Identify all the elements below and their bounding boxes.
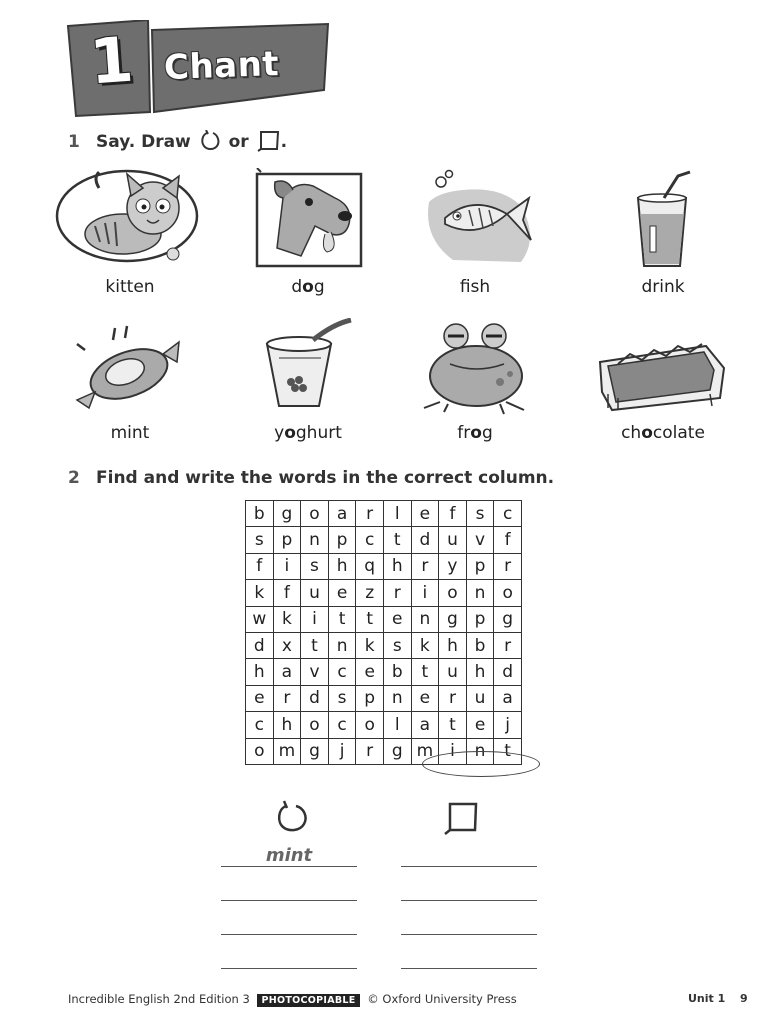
grid-row (246, 632, 522, 658)
grid-cell[interactable]: q (356, 553, 384, 579)
exercise-1-heading (68, 130, 287, 152)
square-symbol-icon (257, 130, 281, 152)
grid-cell[interactable]: n (328, 632, 356, 658)
grid-cell[interactable]: g (494, 606, 522, 632)
circle-column-icon (272, 800, 312, 836)
exercise-1-number: 1 (68, 132, 80, 152)
word-yoghurt: yoghurt (274, 423, 342, 443)
grid-cell[interactable]: h (328, 553, 356, 579)
grid-cell[interactable]: a (328, 501, 356, 527)
grid-cell[interactable]: u (301, 580, 329, 606)
kitten-picture (55, 168, 205, 268)
footer-unit: Unit 1 (688, 992, 726, 1005)
grid-cell[interactable]: o (246, 738, 274, 764)
photocopiable-badge: PHOTOCOPIABLE (257, 994, 359, 1007)
circle-answer-line-1[interactable] (221, 866, 357, 867)
grid-cell[interactable]: h (439, 632, 467, 658)
exercise-1-instruction-or: or (228, 132, 249, 152)
grid-cell[interactable]: a (273, 659, 301, 685)
grid-cell[interactable]: i (439, 738, 467, 764)
grid-cell[interactable]: e (356, 659, 384, 685)
grid-cell[interactable]: o (301, 712, 329, 738)
dog-picture (235, 168, 385, 268)
grid-cell[interactable]: u (439, 527, 467, 553)
grid-cell[interactable]: c (328, 712, 356, 738)
word-fish: fish (459, 277, 491, 297)
grid-cell[interactable]: t (411, 659, 439, 685)
grid-cell[interactable]: o (494, 580, 522, 606)
word-search-grid (245, 500, 522, 765)
grid-cell[interactable]: e (466, 712, 494, 738)
grid-cell[interactable]: f (273, 580, 301, 606)
grid-cell[interactable]: d (494, 659, 522, 685)
grid-cell[interactable]: o (356, 712, 384, 738)
grid-cell[interactable]: l (383, 501, 411, 527)
grid-cell[interactable]: n (383, 685, 411, 711)
grid-cell[interactable]: i (411, 580, 439, 606)
footer-book-title: Incredible English 2nd Edition 3 (68, 992, 250, 1006)
grid-cell[interactable]: k (356, 632, 384, 658)
grid-cell[interactable]: x (273, 632, 301, 658)
fish-picture (403, 168, 553, 268)
grid-cell[interactable]: f (494, 527, 522, 553)
grid-cell[interactable]: n (411, 606, 439, 632)
grid-row (246, 659, 522, 685)
grid-cell[interactable]: g (439, 606, 467, 632)
grid-cell[interactable]: t (494, 738, 522, 764)
grid-cell[interactable]: r (439, 685, 467, 711)
grid-cell[interactable]: c (356, 527, 384, 553)
grid-cell[interactable]: d (246, 632, 274, 658)
grid-cell[interactable]: r (494, 632, 522, 658)
grid-cell[interactable]: s (328, 685, 356, 711)
grid-row (246, 712, 522, 738)
grid-cell[interactable]: s (301, 553, 329, 579)
grid-cell[interactable]: r (273, 685, 301, 711)
grid-cell[interactable]: c (328, 659, 356, 685)
grid-cell[interactable]: r (383, 580, 411, 606)
word-drink: drink (641, 277, 685, 297)
word-mint: mint (110, 423, 150, 443)
grid-cell[interactable]: r (411, 553, 439, 579)
grid-cell[interactable]: h (466, 659, 494, 685)
exercise-2-number: 2 (68, 468, 80, 488)
exercise-2-instruction: Find and write the words in the correct column. (96, 468, 555, 488)
chocolate-picture (588, 318, 738, 418)
grid-cell[interactable]: s (246, 527, 274, 553)
grid-cell[interactable]: t (439, 712, 467, 738)
circle-symbol-icon (199, 130, 221, 152)
grid-cell[interactable]: p (356, 685, 384, 711)
grid-cell[interactable]: s (466, 501, 494, 527)
grid-cell[interactable]: i (301, 606, 329, 632)
word-dog: dog (291, 277, 325, 297)
unit-number: 1 (87, 22, 136, 99)
grid-cell[interactable]: t (356, 606, 384, 632)
unit-title: Chant (163, 44, 280, 88)
grid-cell[interactable]: o (439, 580, 467, 606)
grid-cell[interactable]: e (411, 685, 439, 711)
grid-row (246, 527, 522, 553)
grid-cell[interactable]: f (439, 501, 467, 527)
word-kitten: kitten (105, 277, 155, 297)
grid-cell[interactable]: p (466, 553, 494, 579)
exercise-2-heading (68, 468, 554, 488)
grid-cell[interactable]: a (494, 685, 522, 711)
square-column-icon (442, 800, 482, 836)
mint-picture (55, 318, 205, 418)
grid-cell[interactable]: r (356, 738, 384, 764)
footer-publisher: © Oxford University Press (367, 992, 517, 1006)
grid-cell[interactable]: t (328, 606, 356, 632)
grid-cell[interactable]: j (494, 712, 522, 738)
grid-cell[interactable]: h (246, 659, 274, 685)
grid-row (246, 738, 522, 764)
grid-cell[interactable]: m (273, 738, 301, 764)
square-answer-line-4[interactable] (401, 968, 537, 969)
grid-cell[interactable]: k (273, 606, 301, 632)
grid-cell[interactable]: f (246, 553, 274, 579)
frog-picture (400, 318, 550, 418)
grid-cell[interactable]: n (301, 527, 329, 553)
grid-cell[interactable]: y (439, 553, 467, 579)
example-answer-mint: mint (265, 845, 313, 866)
grid-cell[interactable]: s (383, 632, 411, 658)
grid-row (246, 501, 522, 527)
grid-cell[interactable]: r (494, 553, 522, 579)
drink-picture (588, 168, 738, 268)
grid-cell[interactable]: v (301, 659, 329, 685)
grid-cell[interactable]: p (273, 527, 301, 553)
grid-cell[interactable]: z (356, 580, 384, 606)
grid-cell[interactable]: i (273, 553, 301, 579)
grid-cell[interactable]: p (328, 527, 356, 553)
grid-cell[interactable]: t (383, 527, 411, 553)
grid-row (246, 553, 522, 579)
grid-cell[interactable]: b (466, 632, 494, 658)
grid-cell[interactable]: g (301, 738, 329, 764)
word-frog: frog (457, 423, 493, 443)
grid-cell[interactable]: u (439, 659, 467, 685)
grid-cell[interactable]: t (301, 632, 329, 658)
yoghurt-picture (233, 318, 383, 418)
grid-cell[interactable]: n (466, 738, 494, 764)
grid-cell[interactable]: e (246, 685, 274, 711)
exercise-1-instruction-end: . (280, 132, 288, 152)
grid-cell[interactable]: d (411, 527, 439, 553)
grid-cell[interactable]: h (273, 712, 301, 738)
grid-cell[interactable]: d (301, 685, 329, 711)
grid-cell[interactable]: w (246, 606, 274, 632)
grid-cell[interactable]: e (383, 606, 411, 632)
circle-answer-line-2[interactable] (221, 900, 357, 901)
grid-cell[interactable]: n (466, 580, 494, 606)
grid-cell[interactable]: p (466, 606, 494, 632)
grid-cell[interactable]: b (383, 659, 411, 685)
grid-cell[interactable]: r (356, 501, 384, 527)
grid-cell[interactable]: b (246, 501, 274, 527)
circle-answer-line-3[interactable] (221, 934, 357, 935)
grid-cell[interactable]: l (383, 712, 411, 738)
grid-cell[interactable]: j (328, 738, 356, 764)
grid-row (246, 685, 522, 711)
grid-cell[interactable]: k (411, 632, 439, 658)
grid-cell[interactable]: k (246, 580, 274, 606)
grid-cell[interactable]: g (383, 738, 411, 764)
grid-cell[interactable]: m (411, 738, 439, 764)
grid-cell[interactable]: o (301, 501, 329, 527)
square-answer-line-3[interactable] (401, 934, 537, 935)
footer-page-number: 9 (740, 992, 748, 1005)
word-chocolate: chocolate (621, 423, 705, 443)
grid-cell[interactable]: a (411, 712, 439, 738)
footer-left (68, 992, 517, 1006)
grid-cell[interactable]: e (411, 501, 439, 527)
grid-cell[interactable]: c (246, 712, 274, 738)
square-answer-line-1[interactable] (401, 866, 537, 867)
grid-cell[interactable]: v (466, 527, 494, 553)
circle-answer-line-4[interactable] (221, 968, 357, 969)
grid-row (246, 580, 522, 606)
grid-cell[interactable]: h (383, 553, 411, 579)
grid-cell[interactable]: c (494, 501, 522, 527)
grid-cell[interactable]: g (273, 501, 301, 527)
square-answer-line-2[interactable] (401, 900, 537, 901)
grid-cell[interactable]: e (328, 580, 356, 606)
exercise-1-instruction: Say. Draw (96, 132, 191, 152)
grid-row (246, 606, 522, 632)
grid-cell[interactable]: u (466, 685, 494, 711)
